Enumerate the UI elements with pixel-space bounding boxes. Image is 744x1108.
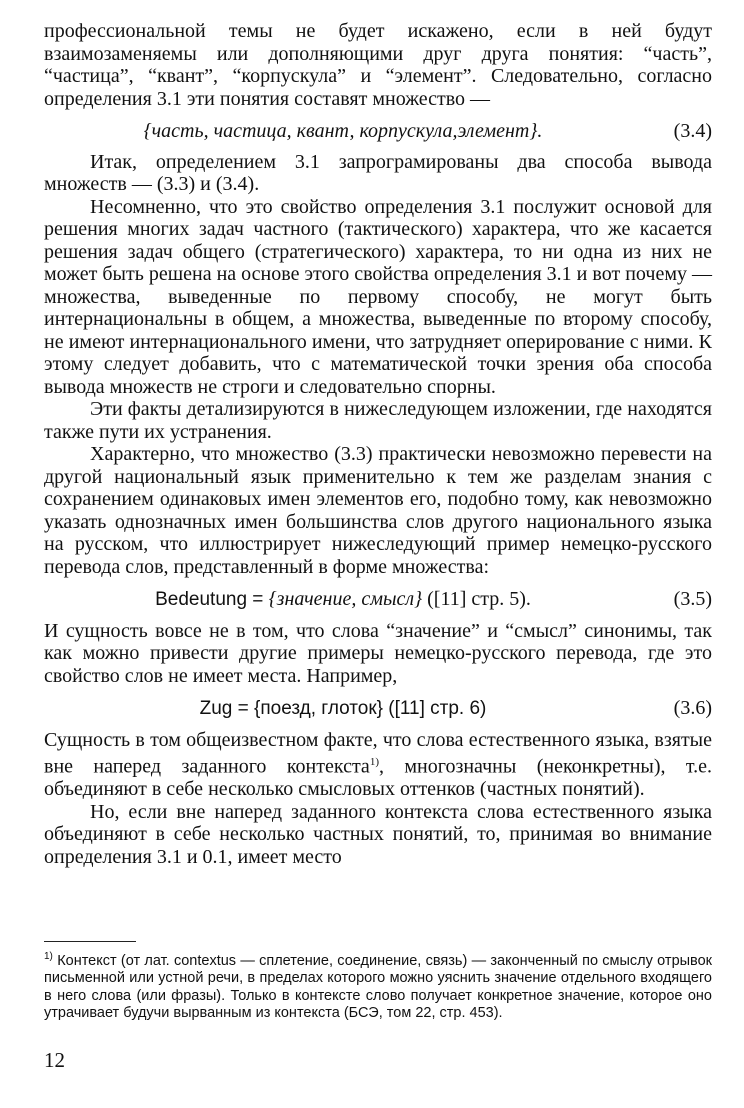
- paragraph-6: И сущность вовсе не в том, что слова “значение” и “смысл” синонимы, так как можно привести другие примеры немецко-русского перевода, где это свойство слов не имеет места. Например,: [44, 619, 712, 687]
- footnote: [44, 948, 712, 1023]
- paragraph-4: Эти факты детализируются в нижеследующем изложении, где находятся также пути их устранения.: [44, 398, 712, 443]
- main-text: [44, 20, 712, 868]
- formula-3-4-number: (3.4): [673, 120, 712, 142]
- formula-3-6: [44, 697, 712, 721]
- footnote-text: Контекст (от лат. contextus — сплетение, соединение, связь) — законченный по смыслу отрывок письменной или устной речи, в пределах которого можно уяснить значение отдельного входящего в него слова (или фразы). Только в контексте слово получает конкретное значение, которое оно утрачивает будучи вырванным из контекста (БСЭ, том 22, стр. 453).: [44, 952, 712, 1022]
- formula-3-5-number: (3.5): [673, 588, 712, 610]
- formula-3-5-expression: [44, 588, 642, 612]
- paragraph-7-end: , многозначны (неконкретны), т.е. объединяют в себе несколько смысловых оттенков (частных понятий).: [44, 755, 712, 801]
- footnote-reference[interactable]: 1): [369, 756, 379, 768]
- formula-3-5-lhs: Bedeutung =: [155, 589, 269, 610]
- paragraph-1: профессиональной темы не будет искажено, если в ней будут взаимозаменяемы или дополняющими друг друга понятия: “часть”, “частица”, “квант”, “корпускула” и “элемент”. Следовательно, согласно определения 3.1 эти понятия составят множество —: [44, 20, 712, 110]
- footnote-divider: [44, 941, 136, 942]
- paragraph-2: Итак, определением 3.1 запрограмированы два способа вывода множеств — (3.3) и (3.4).: [44, 150, 712, 195]
- page-number: 12: [44, 1048, 65, 1072]
- formula-3-6-expression: Zug = {поезд, глоток} ([11] стр. 6): [199, 698, 487, 719]
- formula-3-5-set: {значение, смысл}: [268, 588, 423, 610]
- formula-3-4-expression: {часть, частица, квант, корпускула,элемент}.: [143, 120, 543, 142]
- paragraph-7-start: Сущность в том общеизвестном факте, что слова естественного языка, взятые вне наперед заданного контекста: [44, 728, 712, 778]
- formula-3-6-number: (3.6): [673, 697, 712, 719]
- formula-3-5: [44, 588, 712, 612]
- formula-3-5-reference: ([11] стр. 5).: [422, 588, 531, 610]
- formula-3-4: [44, 120, 712, 143]
- paragraph-3: Несомненно, что это свойство определения 3.1 послужит основой для решения многих задач частного (тактического) характера, что же касается решения задач общего (стратегического) характера, то ни одна из них не может быть решена на основе этого свойства определения 3.1 и вот почему — множества, выведенные по первому способу, не могут быть интернациональны в общем, а множества, выведенные по второму способу, не имеют интернационального имени, что затрудняет оперирование с ними. К этому следует добавить, что с математической точки зрения оба способа вывода множеств не строги и следовательно спорны.: [44, 195, 712, 398]
- paragraph-5: Характерно, что множество (3.3) практически невозможно перевести на другой национальный язык применительно к тем же разделам знания с сохранением одинаковых имен элементов его, подобно тому, как невозможно указать однозначных имен большинства слов другого национального языка на русском, что иллюстрирует нижеследующий пример немецко-русского перевода слов, представленный в форме множества:: [44, 443, 712, 578]
- paragraph-8: Но, если вне наперед заданного контекста слова естественного языка объединяют в себе несколько частных понятий, то, принимая во внимание определения 3.1 и 0.1, имеет место: [44, 800, 712, 868]
- paragraph-7: [44, 729, 712, 801]
- footnote-mark: 1): [44, 951, 53, 962]
